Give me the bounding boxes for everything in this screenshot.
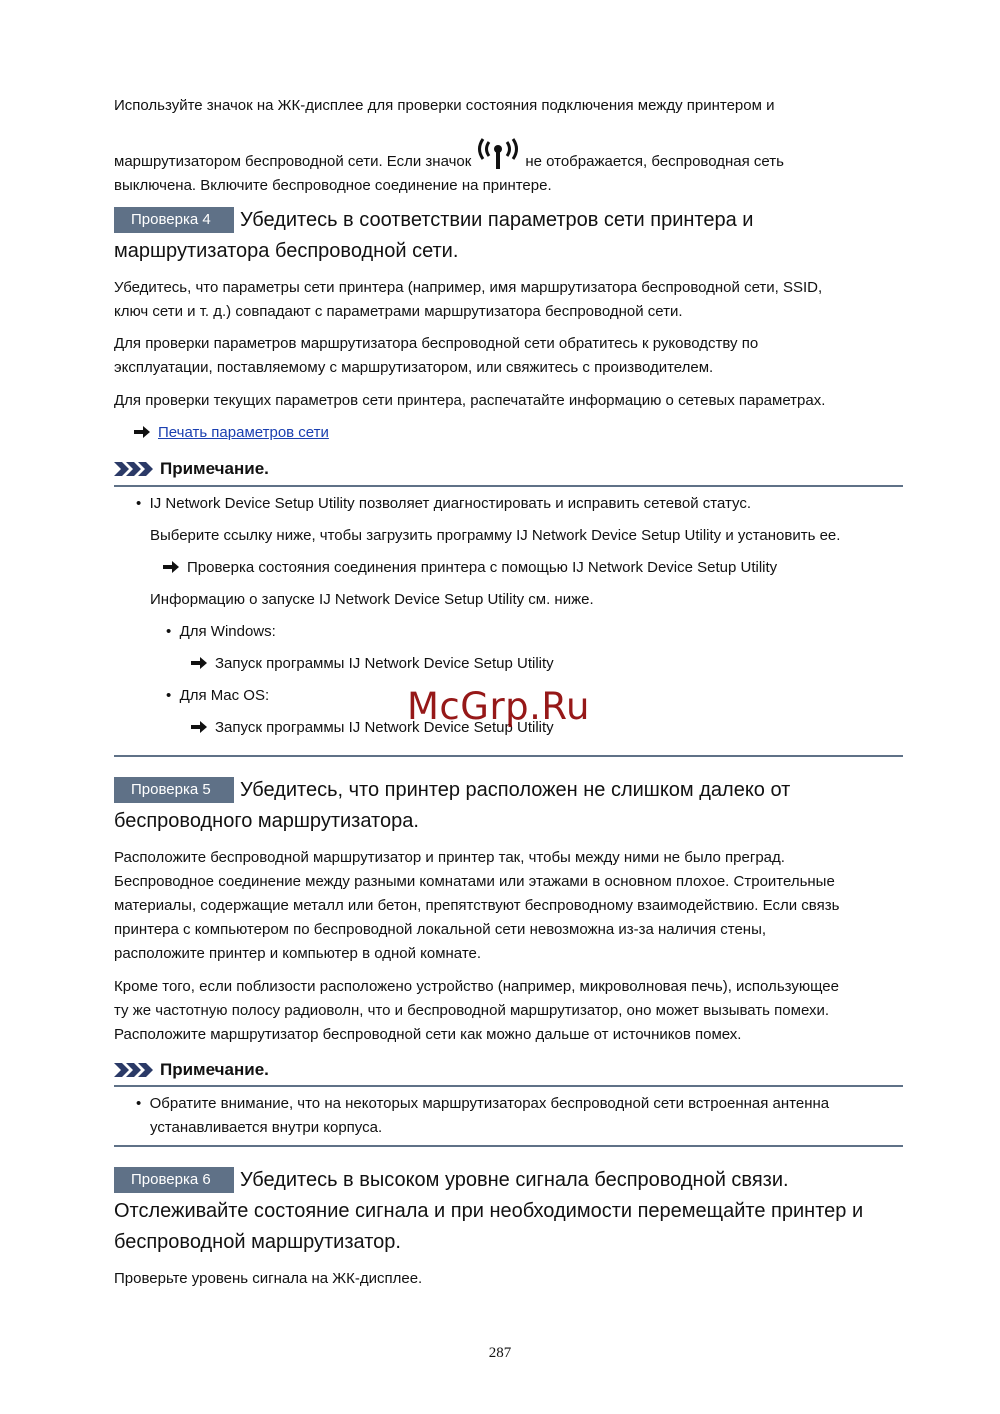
- check-4-p2-line-1: Для проверки параметров маршрутизатора беспроводной сети обратитесь к руководству по: [114, 335, 759, 352]
- launch-utility-windows-link[interactable]: Запуск программы IJ Network Device Setup Utility: [215, 655, 554, 672]
- intro-paragraph-2: [114, 138, 904, 198]
- check-5-p2-line: Расположите маршрутизатор беспроводной сети как можно дальше от источников помех.: [114, 1026, 742, 1043]
- check-4-p1-line-1: Убедитесь, что параметры сети принтера (например, имя маршрутизатора беспроводной сети, SSID,: [114, 279, 823, 296]
- bullet-dot: •: [136, 1095, 150, 1112]
- check-4-paragraph-2: [114, 332, 904, 380]
- check-6-title-line-1: Убедитесь в высоком уровне сигнала беспроводной связи.: [240, 1169, 789, 1191]
- check-5-badge: Проверка 5: [114, 777, 234, 803]
- check-6-p1: Проверьте уровень сигнала на ЖК-дисплее.: [114, 1270, 423, 1287]
- intro-line-2: [114, 138, 904, 174]
- check-6-heading: [114, 1165, 914, 1258]
- check-4-badge: Проверка 4: [114, 207, 234, 233]
- check-connection-status-link[interactable]: Проверка состояния соединения принтера с помощью IJ Network Device Setup Utility: [187, 559, 778, 576]
- intro-line-2b: не отображается, беспроводная сеть: [525, 153, 784, 170]
- page-number: 287: [488, 1345, 512, 1361]
- bullet-dot: •: [166, 623, 180, 640]
- note-1-windows-label: Для Windows:: [179, 623, 276, 640]
- note-1-link-row-1: [163, 557, 777, 579]
- check-5-p1-line: Расположите беспроводной маршрутизатор и принтер так, чтобы между ними не было преград.: [114, 849, 785, 866]
- arrow-right-icon: [191, 657, 207, 669]
- check-5-title-line-1: Убедитесь, что принтер расположен не слишком далеко от: [240, 779, 791, 801]
- note-2-line-2: устанавливается внутри корпуса.: [150, 1119, 383, 1136]
- check-5-heading: [114, 775, 914, 837]
- check-6-badge: Проверка 6: [114, 1167, 234, 1193]
- note-1-line-2: Выберите ссылку ниже, чтобы загрузить программу IJ Network Device Setup Utility и установить ее.: [150, 527, 841, 544]
- bullet-dot: •: [136, 495, 150, 512]
- note-2-box: [114, 1085, 903, 1147]
- note-1-windows-item: [166, 621, 276, 643]
- check-4-p3: Для проверки текущих параметров сети принтера, распечатайте информацию о сетевых параметрах.: [114, 392, 826, 409]
- intro-line-2a: маршрутизатором беспроводной сети. Если значок: [114, 153, 472, 170]
- arrow-right-icon: [163, 561, 179, 573]
- check-6-title-line-2: Отслеживайте состояние сигнала и при необходимости перемещайте принтер и: [114, 1200, 864, 1222]
- check-6-title-line-3: беспроводной маршрутизатор.: [114, 1231, 401, 1253]
- print-network-settings-link[interactable]: Печать параметров сети: [158, 424, 329, 441]
- note-2-line-1: Обратите внимание, что на некоторых маршрутизаторах беспроводной сети встроенная антенна: [149, 1095, 830, 1112]
- note-chevrons-icon: [114, 462, 154, 476]
- check-5-p1-line: материалы, содержащие металл или бетон, препятствуют беспроводному взаимодействию. Если связь: [114, 897, 840, 914]
- watermark: McGrp.Ru: [407, 685, 590, 728]
- note-1-title: Примечание.: [160, 459, 269, 478]
- note-1-bullet-1: [136, 493, 751, 515]
- check-5-title-line-2: беспроводного маршрутизатора.: [114, 810, 419, 832]
- note-1-heading: [114, 458, 269, 480]
- bullet-dot: •: [166, 687, 180, 704]
- note-2-heading: [114, 1059, 269, 1081]
- check-5-p2-line: ту же частотную полосу радиоволн, что и беспроводной маршрутизатор, оно может вызывать помехи.: [114, 1002, 829, 1019]
- check-5-p1-line: Беспроводное соединение между разными комнатами или этажами в основном плохое. Строительные: [114, 873, 835, 890]
- check-4-title-line-1: Убедитесь в соответствии параметров сети принтера и: [240, 209, 754, 231]
- note-1-bullet-1-text: IJ Network Device Setup Utility позволяет диагностировать и исправить сетевой статус.: [149, 495, 751, 512]
- check-5-paragraph-2: [114, 975, 904, 1047]
- check-4-p1-line-2: ключ сети и т. д.) совпадают с параметрами маршрутизатора беспроводной сети.: [114, 303, 683, 320]
- check-5-p2-line: Кроме того, если поблизости расположено устройство (например, микроволновая печь), использующее: [114, 978, 839, 995]
- check-4-title-line-2: маршрутизатора беспроводной сети.: [114, 240, 459, 262]
- launch-utility-mac-link[interactable]: Запуск программы IJ Network Device Setup Utility: [215, 719, 554, 736]
- intro-line-1: Используйте значок на ЖК-дисплее для проверки состояния подключения между принтером и: [114, 97, 775, 114]
- check-5-p1-line: расположите принтер и компьютер в одной комнате.: [114, 945, 482, 962]
- note-1-windows-link-row: [191, 653, 554, 675]
- wireless-signal-icon: [475, 138, 521, 172]
- note-1-mac-label: Для Mac OS:: [179, 687, 270, 704]
- arrow-right-icon: [191, 721, 207, 733]
- note-1-mac-item: [166, 685, 269, 707]
- note-1-line-4: Информацию о запуске IJ Network Device Setup Utility см. ниже.: [150, 591, 594, 608]
- check-4-paragraph-1: [114, 276, 904, 324]
- intro-paragraph: [114, 94, 904, 118]
- check-5-p1-line: принтера с компьютером по беспроводной локальной сети невозможна из-за наличия стены,: [114, 921, 767, 938]
- check-4-heading: [114, 205, 914, 267]
- note-2-title: Примечание.: [160, 1060, 269, 1079]
- check-4-p2-line-2: эксплуатации, поставляемому с маршрутизатором, или свяжитесь с производителем.: [114, 359, 714, 376]
- check-5-paragraph-1: [114, 846, 904, 966]
- note-2-bullet: [136, 1093, 829, 1115]
- arrow-right-icon: [134, 426, 150, 438]
- print-network-settings-link-row: [134, 422, 329, 444]
- check-4-paragraph-3: [114, 389, 904, 413]
- check-6-paragraph-1: [114, 1267, 904, 1291]
- intro-line-3: выключена. Включите беспроводное соединение на принтере.: [114, 177, 552, 194]
- note-chevrons-icon: [114, 1063, 154, 1077]
